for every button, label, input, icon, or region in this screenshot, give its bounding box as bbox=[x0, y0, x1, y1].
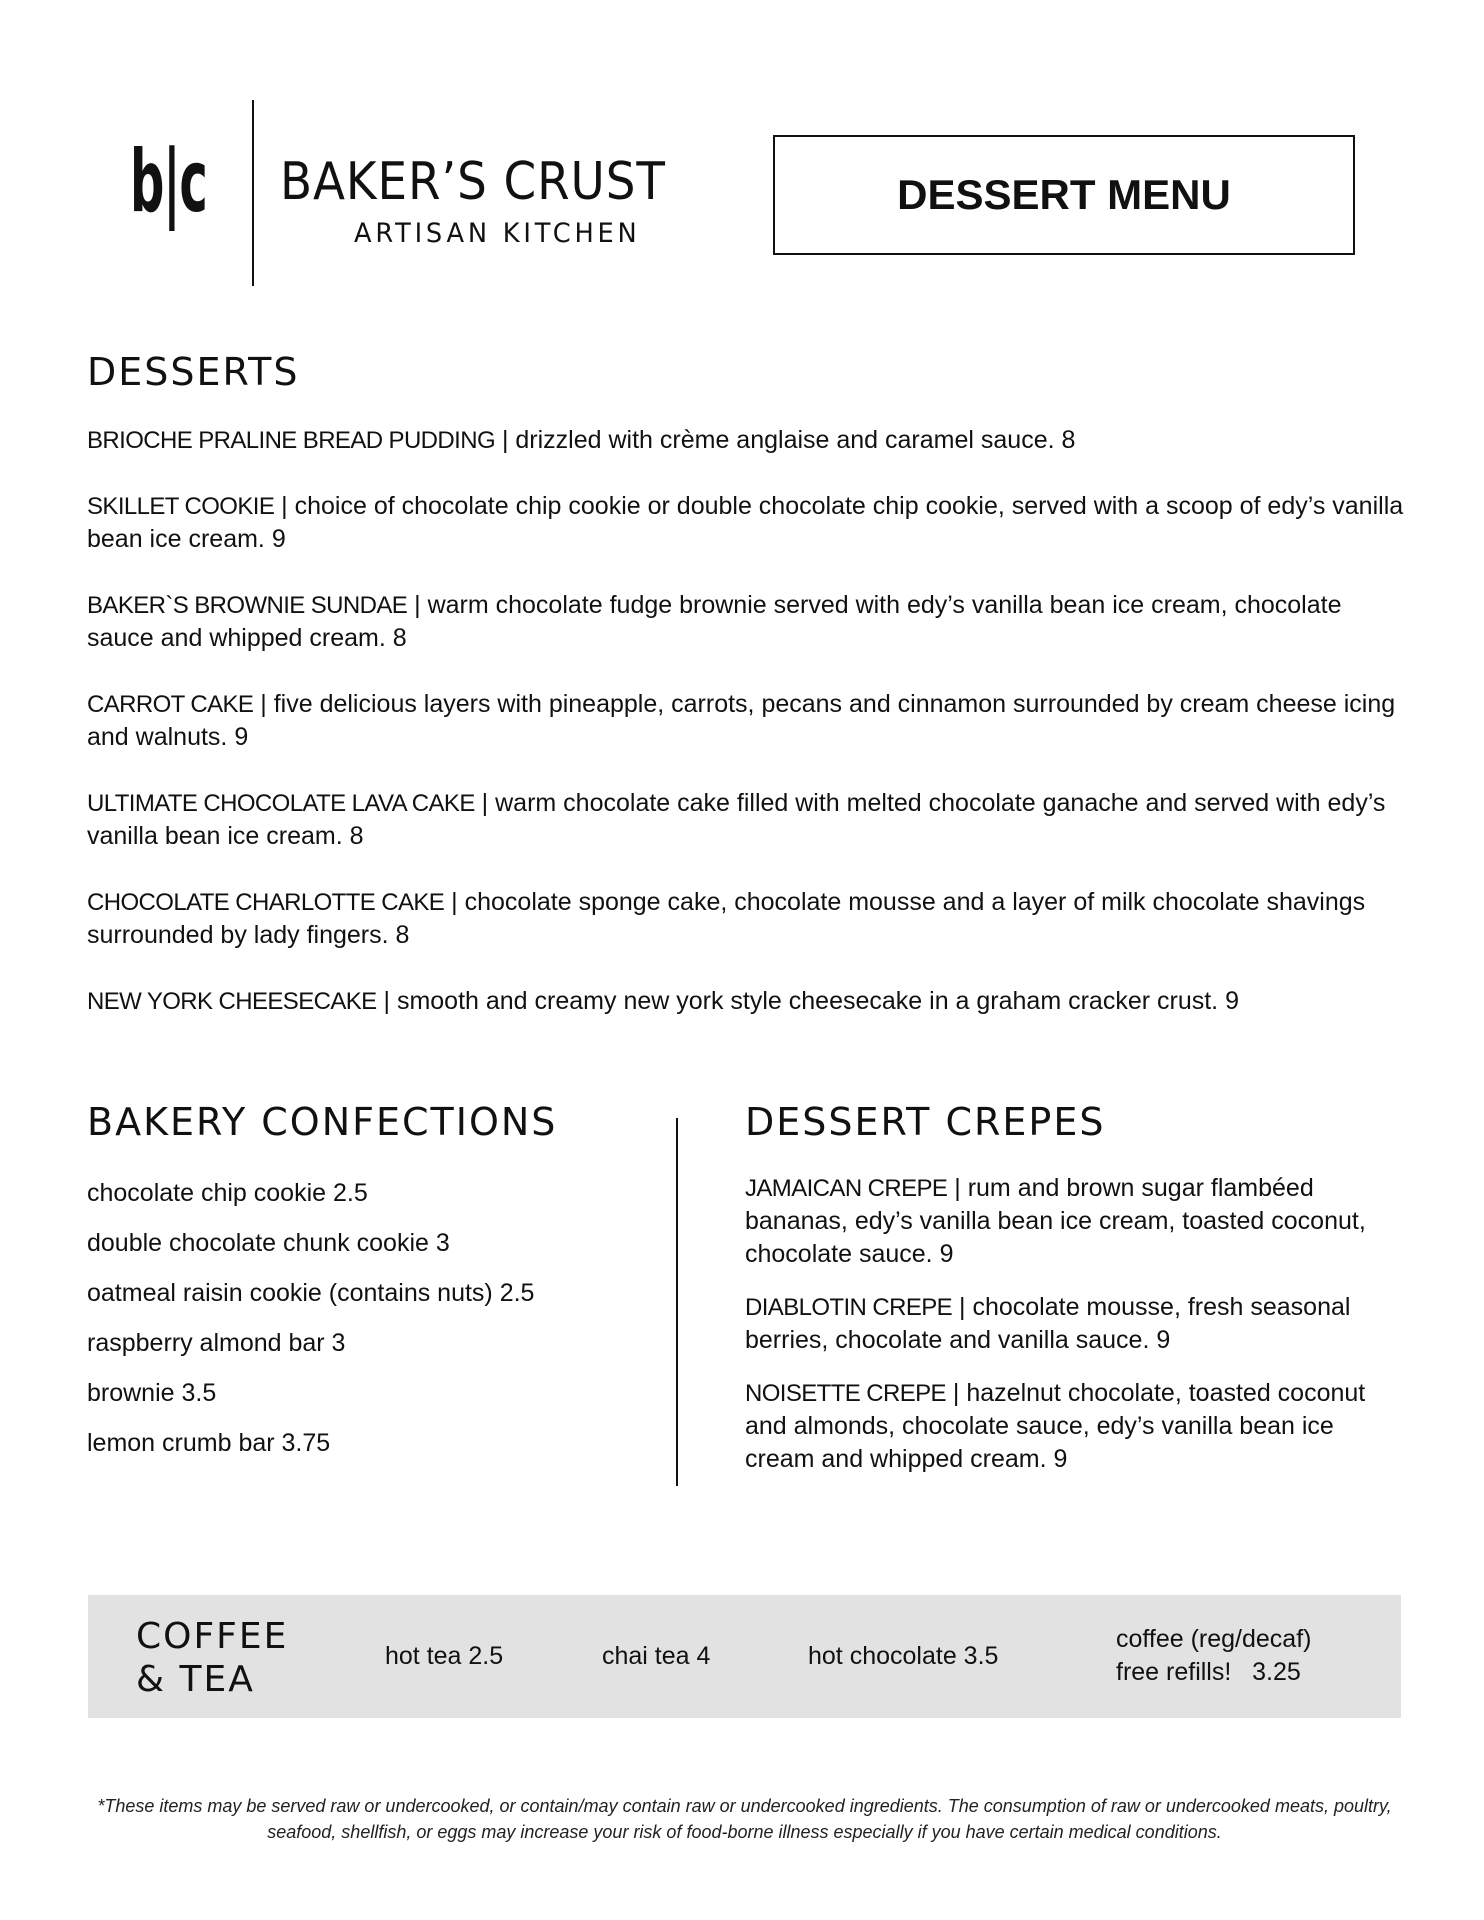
crepe-item bbox=[745, 1172, 1395, 1271]
coffee-tea-heading bbox=[136, 1615, 288, 1701]
crepe-name: DIABLOTIN CREPE bbox=[745, 1294, 953, 1321]
dessert-desc: | smooth and creamy new york style cheesecake in a graham cracker crust. 9 bbox=[376, 987, 1239, 1015]
crepe-item bbox=[745, 1377, 1395, 1476]
menu-title-box bbox=[773, 135, 1355, 255]
coffee-tea-bar bbox=[88, 1595, 1401, 1718]
dessert-name: CARROT CAKE bbox=[87, 691, 254, 718]
crepe-name: JAMAICAN CREPE bbox=[745, 1175, 948, 1202]
dessert-desc: | warm chocolate cake filled with melted chocolate ganache and served with edy’s vanilla bean ice cream. 8 bbox=[87, 789, 1386, 850]
menu-title: DESSERT MENU bbox=[897, 171, 1231, 218]
dessert-item bbox=[87, 886, 1407, 952]
crepe-desc: | rum and brown sugar flambéed bananas, edy’s vanilla bean ice cream, toasted coconut, chocolate sauce. 9 bbox=[745, 1174, 1366, 1268]
brand-logo bbox=[130, 100, 750, 290]
crepes-list bbox=[745, 1172, 1395, 1496]
dessert-desc: | chocolate sponge cake, chocolate mousse and a layer of milk chocolate shavings surrounded by lady fingers. 8 bbox=[87, 888, 1366, 949]
logo-mark: b|c bbox=[130, 132, 207, 232]
coffee-heading-line1: COFFEE bbox=[136, 1616, 289, 1657]
column-divider bbox=[676, 1118, 678, 1486]
dessert-item bbox=[87, 688, 1407, 754]
dessert-item bbox=[87, 589, 1407, 655]
coffee-item bbox=[1116, 1623, 1311, 1689]
coffee-line1: coffee (reg/decaf) bbox=[1116, 1625, 1312, 1653]
dessert-desc: | choice of chocolate chip cookie or double chocolate chip cookie, served with a scoop of edy’s vanilla bean ice cream. 9 bbox=[87, 492, 1404, 553]
dessert-name: BRIOCHE PRALINE BREAD PUDDING bbox=[87, 427, 496, 454]
dessert-item bbox=[87, 985, 1407, 1018]
bakery-item: lemon crumb bar 3.75 bbox=[87, 1429, 331, 1457]
crepe-desc: | hazelnut chocolate, toasted coconut and almonds, chocolate sauce, edy’s vanilla bean ice cream and whipped cream. 9 bbox=[745, 1379, 1366, 1473]
food-safety-disclaimer: *These items may be served raw or undercooked, or contain/may contain raw or undercooked ingredients. The consumption of raw or undercooked meats, poultry, seafood, shellfish, or eggs may increase your risk of food-borne illness especially if you have certain medical conditions. bbox=[97, 1796, 1392, 1842]
brand-name: BAKER’S CRUST bbox=[280, 152, 666, 212]
brand-subtitle: ARTISAN KITCHEN bbox=[354, 218, 641, 249]
logo-divider bbox=[252, 100, 254, 286]
bakery-item: brownie 3.5 bbox=[87, 1379, 217, 1407]
bakery-item: oatmeal raisin cookie (contains nuts) 2.5 bbox=[87, 1279, 535, 1307]
crepe-name: NOISETTE CREPE bbox=[745, 1380, 946, 1407]
bakery-list bbox=[87, 1168, 534, 1468]
dessert-item bbox=[87, 490, 1407, 556]
dessert-desc: | five delicious layers with pineapple, carrots, pecans and cinnamon surrounded by cream cheese icing and walnuts. 9 bbox=[87, 690, 1396, 751]
crepe-desc: | chocolate mousse, fresh seasonal berries, chocolate and vanilla sauce. 9 bbox=[745, 1293, 1351, 1354]
bakery-item: raspberry almond bar 3 bbox=[87, 1329, 346, 1357]
bakery-item: double chocolate chunk cookie 3 bbox=[87, 1229, 450, 1257]
dessert-name: NEW YORK CHEESECAKE bbox=[87, 988, 377, 1015]
coffee-heading-line2: & TEA bbox=[136, 1659, 255, 1700]
dessert-item bbox=[87, 424, 1407, 457]
dessert-name: SKILLET COOKIE bbox=[87, 493, 275, 520]
chai-tea-item: chai tea 4 bbox=[602, 1642, 711, 1670]
desserts-list bbox=[87, 424, 1407, 1051]
coffee-line2: free refills! 3.25 bbox=[1116, 1658, 1301, 1686]
crepes-heading: DESSERT CREPES bbox=[745, 1100, 1106, 1144]
hot-chocolate-item: hot chocolate 3.5 bbox=[808, 1642, 999, 1670]
desserts-heading: DESSERTS bbox=[87, 350, 300, 394]
hot-tea-item: hot tea 2.5 bbox=[385, 1642, 504, 1670]
dessert-name: BAKER`S BROWNIE SUNDAE bbox=[87, 592, 408, 619]
crepe-item bbox=[745, 1291, 1395, 1357]
dessert-desc: | warm chocolate fudge brownie served with edy’s vanilla bean ice cream, chocolate sauce and whipped cream. 8 bbox=[87, 591, 1342, 652]
dessert-name: ULTIMATE CHOCOLATE LAVA CAKE bbox=[87, 790, 475, 817]
bakery-heading: BAKERY CONFECTIONS bbox=[87, 1100, 558, 1144]
dessert-desc: | drizzled with crème anglaise and caramel sauce. 8 bbox=[495, 426, 1076, 454]
bakery-item: chocolate chip cookie 2.5 bbox=[87, 1179, 368, 1207]
dessert-name: CHOCOLATE CHARLOTTE CAKE bbox=[87, 889, 445, 916]
dessert-item bbox=[87, 787, 1407, 853]
